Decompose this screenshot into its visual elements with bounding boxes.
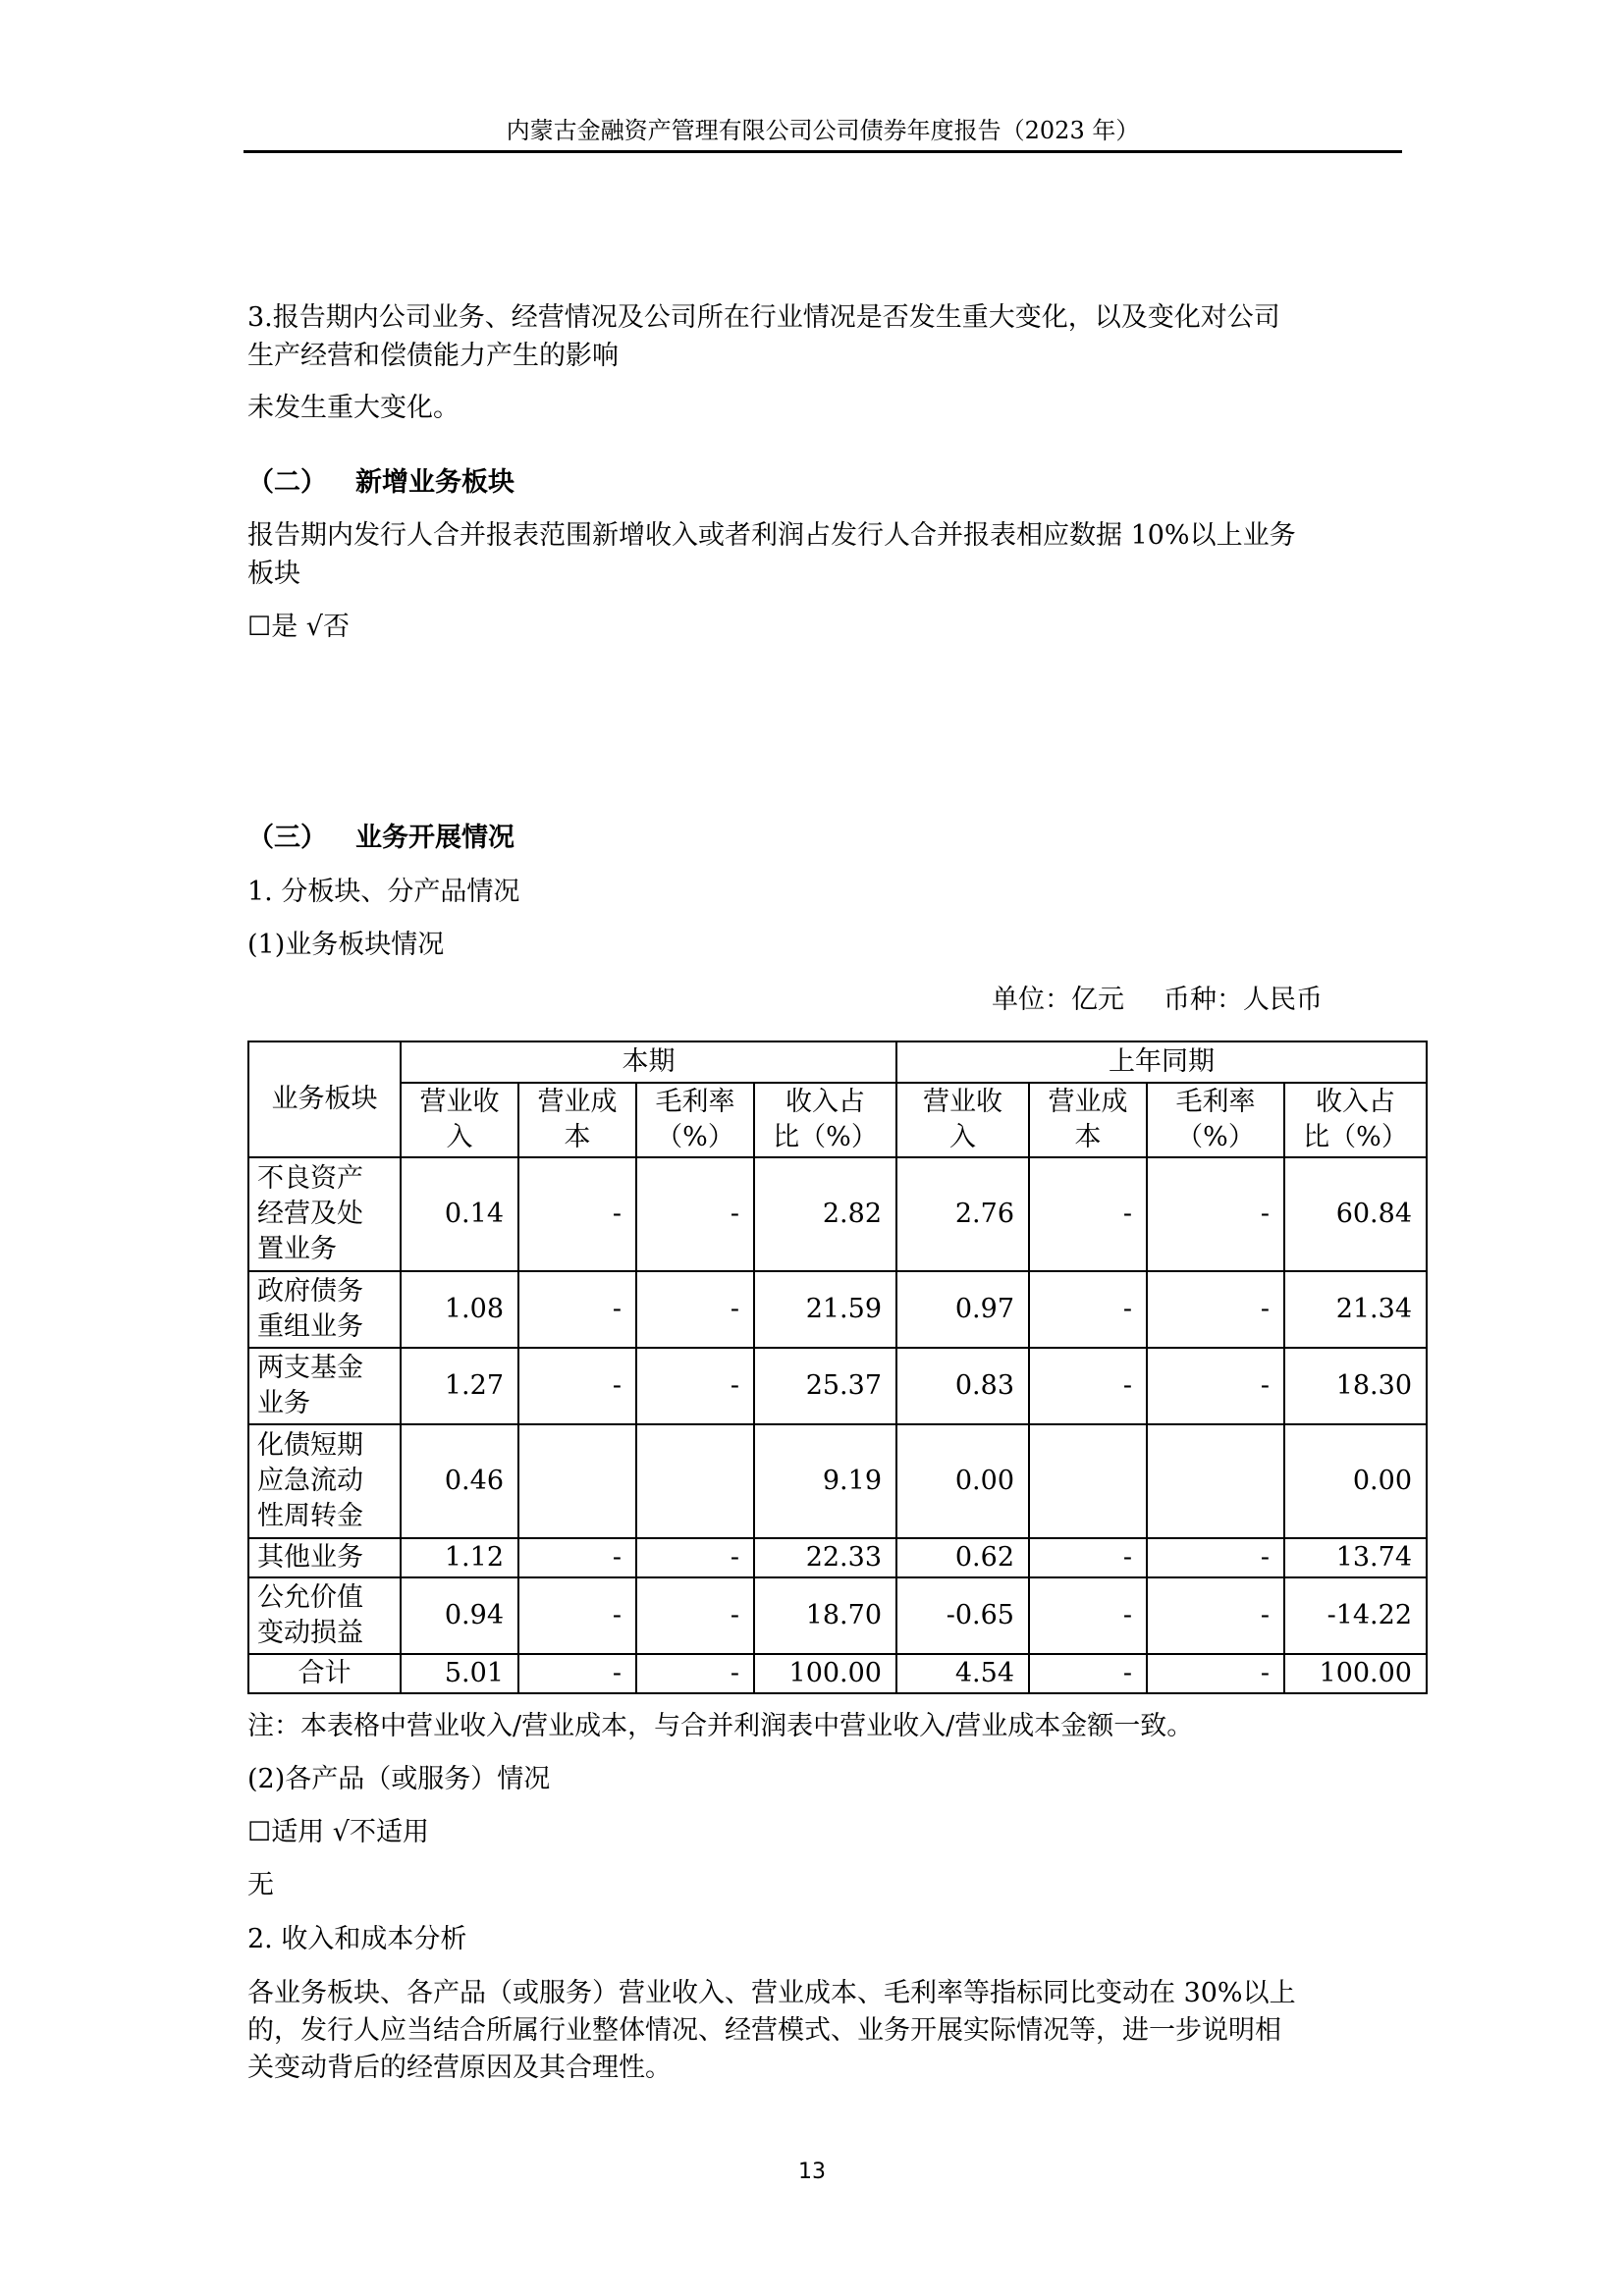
new-business-choice: ☐是 √否 <box>247 612 350 642</box>
header-line: （%） <box>1176 1122 1255 1152</box>
header-line: 本 <box>1074 1122 1102 1152</box>
prior-gross-margin-cell: - <box>1147 1538 1284 1577</box>
segment-name-line: 不良资产 <box>257 1163 363 1194</box>
products-none: 无 <box>247 1870 274 1900</box>
header-line: 收入占 <box>785 1087 865 1117</box>
prior-gross-margin-cell: - <box>1147 1348 1284 1424</box>
header-line: 入 <box>949 1122 976 1152</box>
current-revenue-share-cell: 21.59 <box>754 1271 896 1348</box>
current-revenue-cell: 0.46 <box>401 1424 518 1538</box>
header-line: （%） <box>656 1122 734 1152</box>
header-revenue-share <box>754 1083 896 1157</box>
prior-gross-margin-cell <box>1147 1424 1284 1538</box>
heading-number: （三） <box>247 823 327 853</box>
heading-business-status <box>247 820 1402 857</box>
header-gross-margin <box>636 1083 754 1157</box>
prior-cost-cell: - <box>1029 1538 1147 1577</box>
segment-name-line: 变动损益 <box>257 1618 363 1648</box>
current-revenue-share-cell: 25.37 <box>754 1348 896 1424</box>
prior-revenue-share-cell: 0.00 <box>1284 1424 1427 1538</box>
segment-name <box>248 1348 401 1424</box>
prior-cost-cell <box>1029 1424 1147 1538</box>
item3-title-line1: 3.报告期内公司业务、经营情况及公司所在行业情况是否发生重大变化，以及变化对公司 <box>247 302 1280 333</box>
header-line: 营业成 <box>1048 1087 1128 1117</box>
segment-name <box>248 1424 401 1538</box>
current-gross-margin-cell: - <box>636 1577 754 1654</box>
currency-label: 币种：人民币 <box>1164 985 1323 1015</box>
header-revenue-share <box>1284 1083 1427 1157</box>
header-line: 入 <box>446 1122 473 1152</box>
prior-cost-cell: - <box>1029 1348 1147 1424</box>
item3-title-line2: 生产经营和偿债能力产生的影响 <box>247 341 619 371</box>
header-revenue <box>401 1083 518 1157</box>
heading-text: 业务开展情况 <box>355 823 514 853</box>
subheading-segments-products: 1. 分板块、分产品情况 <box>247 877 520 907</box>
new-business-text-line1: 报告期内发行人合并报表范围新增收入或者利润占发行人合并报表相应数据 10%以上业务 <box>247 520 1296 551</box>
unit-label: 单位：亿元 <box>992 985 1124 1015</box>
products-choice: ☐适用 √不适用 <box>247 1817 429 1847</box>
segment-name-line: 重组业务 <box>257 1311 363 1342</box>
header-line: 营业收 <box>419 1087 500 1117</box>
segment-name <box>248 1577 401 1654</box>
prior-revenue-cell: 0.62 <box>896 1538 1029 1577</box>
prior-revenue-cell: 2.76 <box>896 1157 1029 1271</box>
current-gross-margin-cell: - <box>636 1271 754 1348</box>
table-row <box>248 1538 1427 1577</box>
prior-revenue-share-cell: 60.84 <box>1284 1157 1427 1271</box>
segment-name-line: 其他业务 <box>257 1542 363 1573</box>
current-cost-cell <box>518 1424 636 1538</box>
table-row <box>248 1424 1427 1538</box>
prior-revenue-cell: 4.54 <box>896 1654 1029 1693</box>
running-header: 内蒙古金融资产管理有限公司公司债券年度报告（2023 年） <box>506 117 1140 144</box>
header-revenue <box>896 1083 1029 1157</box>
prior-revenue-cell: 0.00 <box>896 1424 1029 1538</box>
header-cost <box>518 1083 636 1157</box>
table-row <box>248 1654 1427 1693</box>
business-segment-table <box>247 1041 1428 1694</box>
segment-name-line: 政府债务 <box>257 1276 363 1307</box>
segment-name-line: 置业务 <box>257 1234 337 1264</box>
heading-text: 新增业务板块 <box>355 467 514 498</box>
current-cost-cell: - <box>518 1271 636 1348</box>
segment-name <box>248 1157 401 1271</box>
prior-cost-cell: - <box>1029 1157 1147 1271</box>
header-line: 比（%） <box>773 1122 878 1152</box>
current-revenue-share-cell: 22.33 <box>754 1538 896 1577</box>
header-line: 收入占 <box>1316 1087 1395 1117</box>
prior-revenue-cell: 0.97 <box>896 1271 1029 1348</box>
current-gross-margin-cell: - <box>636 1348 754 1424</box>
segment-name-line: 应急流动 <box>257 1466 363 1496</box>
current-gross-margin-cell: - <box>636 1157 754 1271</box>
subheading-revenue-cost: 2. 收入和成本分析 <box>247 1924 467 1954</box>
current-cost-cell: - <box>518 1348 636 1424</box>
prior-cost-cell: - <box>1029 1577 1147 1654</box>
analysis-para-line3: 关变动背后的经营原因及其合理性。 <box>247 2053 672 2083</box>
segment-name-line: 业务 <box>257 1388 310 1418</box>
prior-revenue-cell: 0.83 <box>896 1348 1029 1424</box>
segment-name-line: 化债短期 <box>257 1430 363 1461</box>
item3-answer: 未发生重大变化。 <box>247 393 460 423</box>
header-line: 营业收 <box>923 1087 1002 1117</box>
current-revenue-share-cell: 100.00 <box>754 1654 896 1693</box>
current-gross-margin-cell <box>636 1424 754 1538</box>
analysis-para-line1: 各业务板块、各产品（或服务）营业收入、营业成本、毛利率等指标同比变动在 30%以上 <box>247 1978 1296 2008</box>
current-gross-margin-cell: - <box>636 1654 754 1693</box>
unit-line <box>992 982 1362 1019</box>
current-revenue-cell: 1.12 <box>401 1538 518 1577</box>
subheading-products: (2)各产品（或服务）情况 <box>247 1764 551 1794</box>
analysis-para-line2: 的，发行人应当结合所属行业整体情况、经营模式、业务开展实际情况等，进一步说明相 <box>247 2015 1281 2046</box>
heading-number: （二） <box>247 467 327 498</box>
prior-revenue-share-cell: 13.74 <box>1284 1538 1427 1577</box>
current-revenue-share-cell: 18.70 <box>754 1577 896 1654</box>
prior-gross-margin-cell: - <box>1147 1157 1284 1271</box>
prior-revenue-share-cell: -14.22 <box>1284 1577 1427 1654</box>
prior-cost-cell: - <box>1029 1654 1147 1693</box>
current-revenue-cell: 0.14 <box>401 1157 518 1271</box>
segment-name <box>248 1654 401 1693</box>
prior-revenue-share-cell: 100.00 <box>1284 1654 1427 1693</box>
current-cost-cell: - <box>518 1577 636 1654</box>
header-line: 营业成 <box>537 1087 618 1117</box>
segment-name <box>248 1538 401 1577</box>
current-cost-cell: - <box>518 1538 636 1577</box>
heading-new-business <box>247 464 1402 502</box>
current-revenue-cell: 1.27 <box>401 1348 518 1424</box>
prior-gross-margin-cell: - <box>1147 1577 1284 1654</box>
new-business-text-line2: 板块 <box>247 559 300 589</box>
table-row <box>248 1157 1427 1271</box>
prior-revenue-cell: -0.65 <box>896 1577 1029 1654</box>
segment-name-line: 合计 <box>298 1658 352 1688</box>
header-line: 本 <box>564 1122 591 1152</box>
current-revenue-share-cell: 2.82 <box>754 1157 896 1271</box>
header-segment: 业务板块 <box>248 1041 401 1157</box>
current-cost-cell: - <box>518 1654 636 1693</box>
table-row <box>248 1577 1427 1654</box>
current-revenue-cell: 5.01 <box>401 1654 518 1693</box>
segment-name-line: 经营及处 <box>257 1199 363 1229</box>
table-note: 注：本表格中营业收入/营业成本，与合并利润表中营业收入/营业成本金额一致。 <box>247 1711 1194 1741</box>
header-line: 比（%） <box>1303 1122 1408 1152</box>
current-revenue-cell: 1.08 <box>401 1271 518 1348</box>
prior-gross-margin-cell: - <box>1147 1271 1284 1348</box>
header-line: 毛利率 <box>655 1087 735 1117</box>
segment-name <box>248 1271 401 1348</box>
page-number: 13 <box>798 2160 826 2184</box>
current-revenue-cell: 0.94 <box>401 1577 518 1654</box>
header-cost <box>1029 1083 1147 1157</box>
prior-gross-margin-cell: - <box>1147 1654 1284 1693</box>
current-cost-cell: - <box>518 1157 636 1271</box>
header-prior-period: 上年同期 <box>896 1041 1427 1083</box>
header-rule <box>244 150 1402 153</box>
table-row <box>248 1348 1427 1424</box>
segment-name-line: 两支基金 <box>257 1353 363 1383</box>
subheading-segment-situation: (1)业务板块情况 <box>247 930 445 960</box>
current-gross-margin-cell: - <box>636 1538 754 1577</box>
header-gross-margin <box>1147 1083 1284 1157</box>
current-revenue-share-cell: 9.19 <box>754 1424 896 1538</box>
prior-revenue-share-cell: 21.34 <box>1284 1271 1427 1348</box>
segment-name-line: 公允价值 <box>257 1582 363 1613</box>
prior-cost-cell: - <box>1029 1271 1147 1348</box>
header-line: 毛利率 <box>1175 1087 1256 1117</box>
segment-name-line: 性周转金 <box>257 1501 363 1531</box>
prior-revenue-share-cell: 18.30 <box>1284 1348 1427 1424</box>
header-current-period: 本期 <box>401 1041 896 1083</box>
table-row <box>248 1271 1427 1348</box>
